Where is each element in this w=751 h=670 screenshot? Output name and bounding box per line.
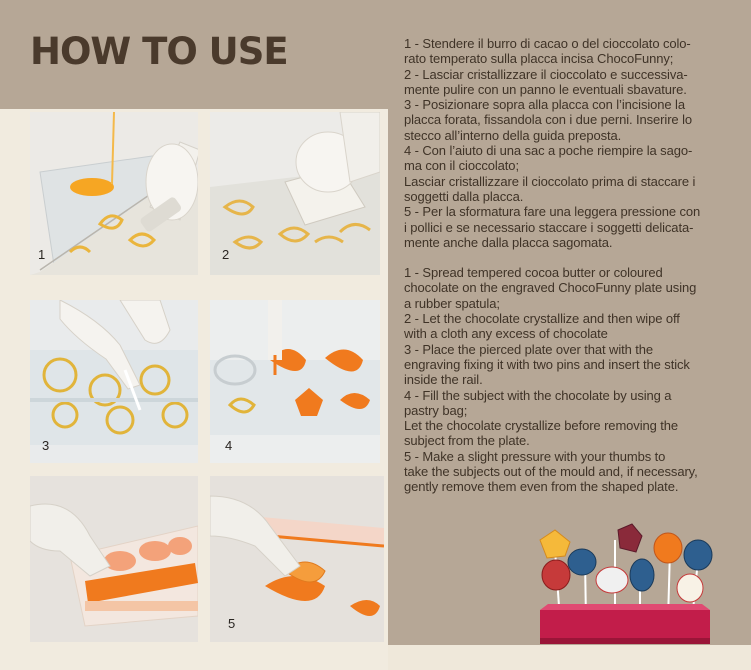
it-line: ma con il cioccolato;	[404, 158, 519, 174]
it-line: placca forata, fissandola con i due perni. Inserire lo	[404, 112, 692, 128]
instructions-italian	[404, 36, 734, 250]
en-line: 4 - Fill the subject with the chocolate by using a	[404, 387, 672, 403]
it-line: 4 - Con l’aiuto di una sac a poche riempire la sago-	[404, 143, 693, 159]
step-3-photo	[30, 300, 198, 463]
en-line: subject from the plate.	[404, 433, 530, 449]
step-5a-photo	[30, 476, 198, 642]
step-5b-photo	[210, 476, 384, 642]
en-line: 2 - Let the chocolate crystallize and then wipe off	[404, 311, 680, 327]
en-line: chocolate on the engraved ChocoFunny plate using	[404, 280, 697, 296]
it-line: i pollici e se necessario staccare i soggetti delicata-	[404, 219, 694, 235]
en-line: with a cloth any excess of chocolate	[404, 326, 608, 342]
step-2-photo	[210, 112, 380, 275]
instructions-text	[404, 36, 734, 495]
it-line: 1 - Stendere il burro di cacao o del cioccolato colo-	[404, 36, 691, 51]
lollipop-stand-image	[520, 520, 730, 645]
page-title: HOW TO USE	[30, 30, 288, 73]
step-1-photo	[30, 112, 198, 275]
en-line: engraving fixing it with two pins and insert the stick	[404, 356, 690, 372]
step-3-number: 3	[42, 438, 50, 453]
en-line: Let the chocolate crystallize before removing the	[404, 418, 679, 434]
it-line: soggetti dalla placca.	[404, 188, 524, 204]
step-4-photo	[210, 300, 380, 463]
en-line: inside the rail.	[404, 372, 483, 388]
it-line: stecco all’interno della guida preposta.	[404, 127, 622, 143]
en-line: 1 - Spread tempered cocoa butter or coloured	[404, 265, 663, 281]
step-2-number: 2	[222, 247, 230, 262]
instructions-english	[404, 265, 734, 494]
it-line: mente anche dalla placca sagomata.	[404, 234, 613, 250]
step-1-number: 1	[38, 247, 46, 262]
en-line: 3 - Place the pierced plate over that with the	[404, 341, 654, 357]
en-line: a rubber spatula;	[404, 295, 500, 311]
bottom-strip	[388, 645, 751, 670]
it-line: 2 - Lasciar cristallizzare il cioccolato e successiva-	[404, 66, 688, 82]
step-4-number: 4	[225, 438, 233, 453]
en-line: take the subjects out of the mould and, if necessary,	[404, 464, 698, 480]
en-line: gently remove them even from the shaped plate.	[404, 479, 679, 495]
it-line: 3 - Posizionare sopra alla placca con l’incisione la	[404, 97, 685, 113]
it-line: 5 - Per la sformatura fare una leggera pressione con	[404, 204, 701, 220]
en-line: 5 - Make a slight pressure with your thumbs to	[404, 448, 666, 464]
it-line: Lasciar cristallizzare il cioccolato prima di staccare i	[404, 173, 696, 189]
en-line: pastry bag;	[404, 402, 468, 418]
it-line: rato temperato sulla placca incisa ChocoFunny;	[404, 51, 674, 67]
step-5-number: 5	[228, 616, 236, 631]
it-line: mente pulire con un panno le eventuali sbavature.	[404, 81, 687, 97]
